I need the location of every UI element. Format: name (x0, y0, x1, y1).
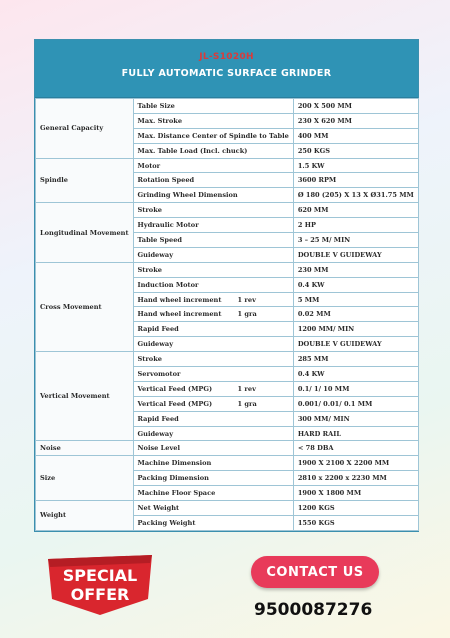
spec-parameter (133, 426, 293, 441)
spec-parameter-label: Guideway (137, 340, 174, 349)
spec-parameter-label: Max. Distance Center of Spindle to Table (137, 131, 289, 140)
spec-parameter-label: Machine Dimension (137, 459, 212, 468)
spec-row (36, 158, 419, 173)
spec-parameter-label: Grinding Wheel Dimension (137, 191, 238, 200)
spec-value: 300 MM/ MIN (293, 411, 418, 426)
spec-row (36, 501, 419, 516)
spec-table (35, 98, 419, 531)
spec-row (36, 99, 419, 114)
spec-value: 3 – 25 M/ MIN (293, 233, 418, 248)
spec-parameter-label: Hydraulic Motor (137, 221, 199, 230)
spec-value: DOUBLE V GUIDEWAY (293, 247, 418, 262)
spec-parameter-label: Max. Table Load (Incl. chuck) (137, 146, 248, 155)
spec-parameter-label: Vertical Feed (MPG) (137, 399, 213, 408)
spec-header (35, 40, 418, 98)
spec-value: 5 MM (293, 292, 418, 307)
spec-value: 230 X 620 MM (293, 113, 418, 128)
spec-parameter (133, 113, 293, 128)
spec-parameter-label: Stroke (137, 206, 162, 215)
spec-parameter (133, 456, 293, 471)
spec-parameter-label: Table Speed (137, 235, 183, 244)
spec-parameter-label: Max. Stroke (137, 116, 183, 125)
spec-value: 0.02 MM (293, 307, 418, 322)
spec-group-label: Vertical Movement (36, 352, 134, 441)
spec-parameter-label: Stroke (137, 265, 162, 274)
spec-parameter-label: Motor (137, 161, 161, 170)
spec-parameter (133, 486, 293, 501)
spec-value: 400 MM (293, 128, 418, 143)
spec-group-label: Longitudinal Movement (36, 203, 134, 263)
special-offer-badge (44, 553, 156, 615)
spec-parameter (133, 158, 293, 173)
spec-value: 250 KGS (293, 143, 418, 158)
spec-value: 0.4 KW (293, 367, 418, 382)
spec-parameter (133, 381, 293, 396)
spec-value: 285 MM (293, 352, 418, 367)
spec-parameter (133, 441, 293, 456)
spec-parameter (133, 337, 293, 352)
spec-parameter-label: Rapid Feed (137, 325, 179, 334)
spec-value: HARD RAIL (293, 426, 418, 441)
spec-group-label: Size (36, 456, 134, 501)
spec-parameter-label: Guideway (137, 429, 174, 438)
spec-row (36, 352, 419, 367)
spec-parameter-label: Rotation Speed (137, 176, 195, 185)
spec-group-label: Spindle (36, 158, 134, 203)
spec-parameter-label: Packing Dimension (137, 474, 209, 483)
spec-value: 2810 x 2200 x 2230 MM (293, 471, 418, 486)
spec-parameter (133, 99, 293, 114)
spec-value: 0.1/ 1/ 10 MM (293, 381, 418, 396)
spec-parameter-label: Vertical Feed (MPG) (137, 384, 213, 393)
spec-parameter (133, 143, 293, 158)
spec-value: 3600 RPM (293, 173, 418, 188)
spec-value: Ø 180 (205) X 13 X Ø31.75 MM (293, 188, 418, 203)
spec-parameter (133, 233, 293, 248)
spec-parameter-unit: 1 rev (237, 384, 256, 393)
spec-parameter (133, 173, 293, 188)
model-number: JL-S1020H (199, 52, 254, 62)
spec-parameter (133, 411, 293, 426)
spec-value: 1550 KGS (293, 515, 418, 530)
spec-parameter-label: Stroke (137, 355, 162, 364)
spec-group-label: Weight (36, 501, 134, 531)
spec-value: 1900 X 1800 MM (293, 486, 418, 501)
spec-row (36, 456, 419, 471)
spec-row (36, 203, 419, 218)
spec-parameter-unit: 1 gra (237, 399, 257, 408)
spec-parameter-label: Packing Weight (137, 518, 196, 527)
spec-value: 1200 MM/ MIN (293, 322, 418, 337)
spec-row (36, 441, 419, 456)
spec-parameter (133, 247, 293, 262)
spec-sheet (34, 39, 419, 532)
spec-parameter-label: Servomotor (137, 369, 181, 378)
contact-us-button[interactable]: CONTACT US (251, 556, 379, 588)
spec-group-label: General Capacity (36, 99, 134, 159)
spec-parameter (133, 307, 293, 322)
spec-value: 620 MM (293, 203, 418, 218)
spec-group-label: Cross Movement (36, 262, 134, 351)
spec-parameter (133, 292, 293, 307)
spec-parameter (133, 471, 293, 486)
spec-value: 0.001/ 0.01/ 0.1 MM (293, 396, 418, 411)
spec-group-label: Noise (36, 441, 134, 456)
spec-parameter-unit: 1 gra (237, 310, 257, 319)
special-offer-line1: SPECIAL (62, 566, 138, 585)
spec-parameter-label: Machine Floor Space (137, 489, 216, 498)
spec-value: < 78 DBA (293, 441, 418, 456)
spec-value: 2 HP (293, 218, 418, 233)
spec-parameter (133, 501, 293, 516)
spec-value: 1900 X 2100 X 2200 MM (293, 456, 418, 471)
spec-parameter-label: Net Weight (137, 503, 180, 512)
spec-parameter-label: Rapid Feed (137, 414, 179, 423)
spec-parameter (133, 515, 293, 530)
spec-value: 1200 KGS (293, 501, 418, 516)
spec-row (36, 262, 419, 277)
spec-value: DOUBLE V GUIDEWAY (293, 337, 418, 352)
spec-parameter (133, 188, 293, 203)
sheet-title: FULLY AUTOMATIC SURFACE GRINDER (121, 68, 332, 79)
spec-parameter-label: Table Size (137, 101, 175, 110)
spec-parameter-unit: 1 rev (237, 295, 256, 304)
spec-value: 1.5 KW (293, 158, 418, 173)
spec-parameter (133, 203, 293, 218)
spec-parameter (133, 367, 293, 382)
spec-parameter-label: Guideway (137, 250, 174, 259)
spec-parameter-label: Hand wheel increment (137, 310, 222, 319)
spec-parameter (133, 262, 293, 277)
spec-value: 200 X 500 MM (293, 99, 418, 114)
spec-parameter (133, 396, 293, 411)
spec-parameter (133, 277, 293, 292)
spec-value: 0.4 KW (293, 277, 418, 292)
phone-number[interactable]: 9500087276 (254, 600, 373, 620)
spec-parameter-label: Hand wheel increment (137, 295, 222, 304)
spec-value: 230 MM (293, 262, 418, 277)
spec-parameter (133, 128, 293, 143)
spec-parameter (133, 218, 293, 233)
spec-parameter-label: Induction Motor (137, 280, 199, 289)
spec-parameter (133, 322, 293, 337)
special-offer-line2: OFFER (70, 585, 130, 604)
spec-parameter-label: Noise Level (137, 444, 181, 453)
spec-parameter (133, 352, 293, 367)
